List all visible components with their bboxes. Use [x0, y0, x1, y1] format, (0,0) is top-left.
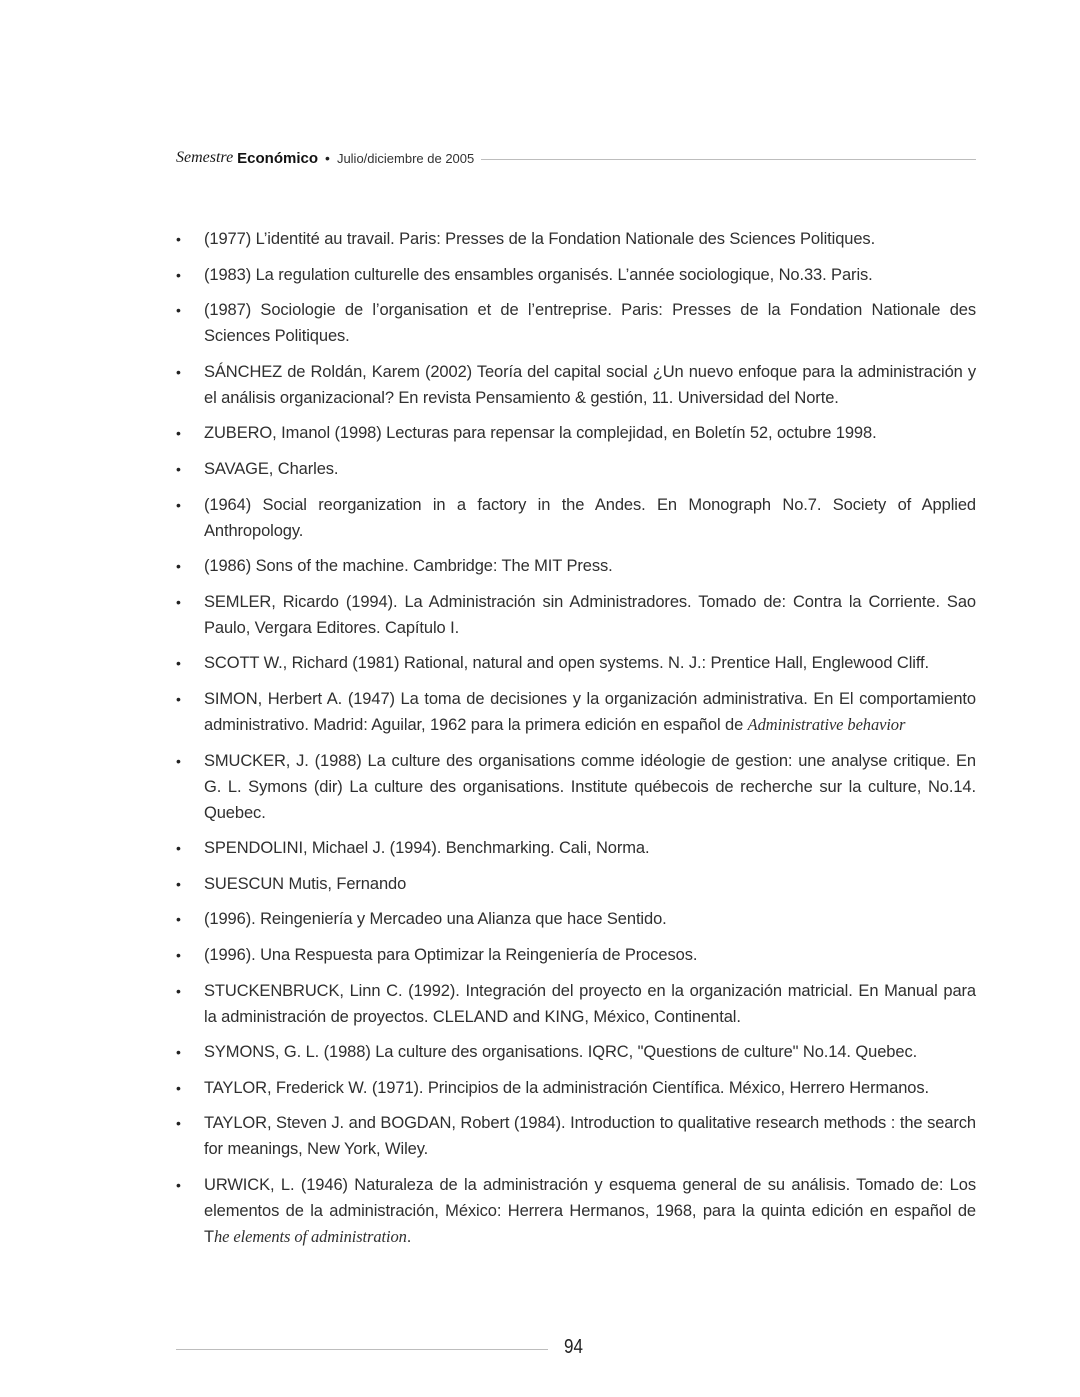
bullet-icon: • — [176, 875, 181, 892]
bullet-icon: • — [176, 496, 181, 513]
bullet-icon: • — [176, 302, 181, 319]
reference-item — [176, 553, 976, 579]
journal-name-italic: Semestre — [176, 149, 234, 166]
bullet-icon: • — [176, 946, 181, 963]
bullet-icon: • — [176, 363, 181, 380]
page-number: 94 — [564, 1335, 583, 1358]
reference-item — [176, 492, 976, 544]
header-rule — [481, 159, 976, 160]
reference-text: SCOTT W., Richard (1981) Rational, natural and open systems. N. J.: Prentice Hall, Englewood Cliff. — [204, 654, 929, 673]
bullet-icon: • — [176, 1115, 181, 1132]
journal-name-bold: Económico — [237, 149, 319, 167]
reference-text: SPENDOLINI, Michael J. (1994). Benchmarking. Cali, Norma. — [204, 839, 650, 858]
reference-trailing: . — [406, 1227, 412, 1246]
reference-italic-title: Administrative behavior — [747, 714, 906, 734]
reference-text: TAYLOR, Frederick W. (1971). Principios de la administración Científica. México, Herrero Hermanos. — [204, 1078, 930, 1097]
reference-item — [176, 359, 976, 411]
reference-item — [176, 871, 976, 897]
reference-item — [176, 942, 976, 968]
reference-text: ZUBERO, Imanol (1998) Lecturas para repensar la complejidad, en Boletín 52, octubre 1998. — [204, 424, 877, 443]
reference-item — [176, 456, 976, 482]
reference-text: SIMON, Herbert A. (1947) La toma de decisiones y la organización administrativa. En El comportamiento administrativo. Madrid: Aguilar, 1962 para la primera edición en español de — [204, 689, 976, 734]
reference-item — [176, 1075, 976, 1101]
bullet-icon: • — [176, 460, 181, 477]
reference-text: (1987) Sociologie de l’organisation et de l’entreprise. Paris: Presses de la Fondation Nationale des Sciences Politiques. — [204, 301, 976, 346]
reference-item — [176, 835, 976, 861]
bullet-icon: • — [176, 655, 181, 672]
reference-text: (1977) L’identité au travail. Paris: Presses de la Fondation Nationale des Sciences Politiques. — [204, 230, 876, 248]
bullet-icon: • — [176, 911, 181, 928]
page-footer — [176, 1334, 596, 1360]
reference-item — [176, 226, 976, 252]
footer-rule — [176, 1349, 548, 1350]
reference-text: (1996). Una Respuesta para Optimizar la Reingeniería de Procesos. — [204, 945, 698, 964]
bullet-icon: • — [176, 752, 181, 769]
reference-item — [176, 262, 976, 288]
reference-text: (1986) Sons of the machine. Cambridge: The MIT Press. — [204, 557, 613, 576]
reference-text: SMUCKER, J. (1988) La culture des organisations comme idéologie de gestion: une analyse critique. En G. L. Symons (dir) La culture des organisations. Institute québecois de recherche sur la culture, No.14. Quebec. — [204, 751, 976, 822]
reference-item — [176, 978, 976, 1030]
reference-text: SUESCUN Mutis, Fernando — [204, 874, 407, 893]
bullet-icon: • — [176, 1176, 181, 1193]
reference-text: SAVAGE, Charles. — [204, 459, 339, 478]
reference-item — [176, 420, 976, 446]
bullet-icon: • — [176, 266, 181, 283]
reference-text: (1964) Social reorganization in a factory in the Andes. En Monograph No.7. Society of Applied Anthropology. — [204, 495, 976, 540]
reference-item — [176, 906, 976, 932]
bullet-icon: • — [176, 690, 181, 707]
reference-italic-title: he elements of administration — [213, 1226, 407, 1246]
bullet-icon: • — [176, 231, 181, 247]
reference-item — [176, 1172, 976, 1250]
reference-text: TAYLOR, Steven J. and BOGDAN, Robert (1984). Introduction to qualitative research methods : the search for meanings, New York, Wiley. — [204, 1114, 976, 1159]
reference-item — [176, 650, 976, 676]
reference-item — [176, 686, 976, 738]
header-separator-dot: • — [325, 150, 330, 166]
reference-text: (1996). Reingeniería y Mercadeo una Alianza que hace Sentido. — [204, 910, 667, 929]
running-header — [176, 146, 976, 170]
reference-item — [176, 589, 976, 641]
reference-text: SYMONS, G. L. (1988) La culture des organisations. IQRC, "Questions de culture" No.14. Quebec. — [204, 1043, 918, 1062]
reference-item — [176, 297, 976, 349]
bullet-icon: • — [176, 425, 181, 442]
reference-text: STUCKENBRUCK, Linn C. (1992). Integración del proyecto en la organización matricial. En Manual para la administración de proyectos. CLELAND and KING, México, Continental. — [204, 981, 976, 1026]
reference-list — [176, 226, 976, 1259]
reference-item — [176, 748, 976, 826]
bullet-icon: • — [176, 982, 181, 999]
reference-text: (1983) La regulation culturelle des ensambles organisés. L’année sociologique, No.33. Paris. — [204, 265, 873, 284]
issue-date: Julio/diciembre de 2005 — [336, 150, 475, 166]
reference-item — [176, 1039, 976, 1065]
bullet-icon: • — [176, 1079, 181, 1096]
reference-text: SÁNCHEZ de Roldán, Karem (2002) Teoría del capital social ¿Un nuevo enfoque para la administración y el análisis organizacional? En revista Pensamiento & gestión, 11. Universidad del Norte. — [204, 362, 976, 407]
bullet-icon: • — [176, 558, 181, 575]
reference-text: SEMLER, Ricardo (1994). La Administración sin Administradores. Tomado de: Contra la Corriente. Sao Paulo, Vergara Editores. Capítulo I. — [204, 592, 976, 637]
bullet-icon: • — [176, 1044, 181, 1061]
bullet-icon: • — [176, 593, 181, 610]
reference-item — [176, 1110, 976, 1162]
reference-text: URWICK, L. (1946) Naturaleza de la administración y esquema general de su análisis. Tomado de: Los elementos de la administración, México: Herrera Hermanos, 1968, para la quinta edición en español de T — [204, 1175, 976, 1246]
bullet-icon: • — [176, 840, 181, 857]
